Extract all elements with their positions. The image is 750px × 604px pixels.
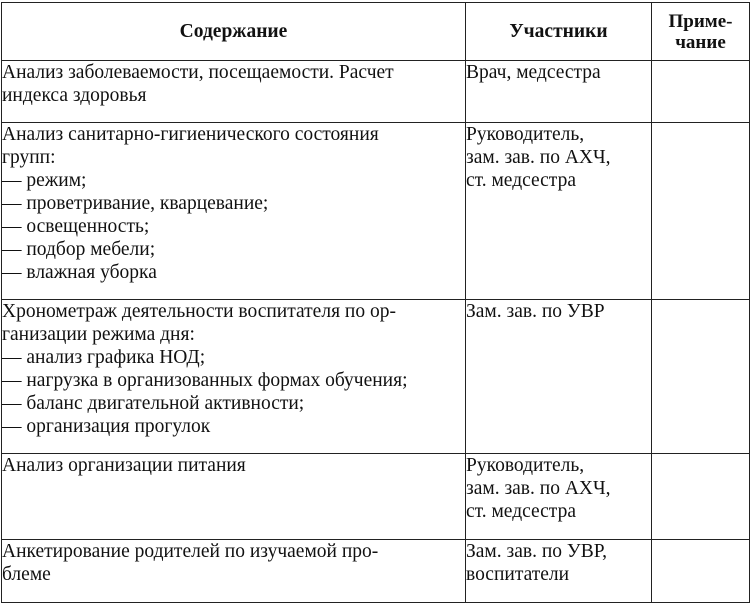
table-row bbox=[2, 540, 750, 603]
header-note-line1: Приме- bbox=[668, 10, 733, 32]
content-cell: Анализ организации питания bbox=[2, 454, 466, 540]
table-row bbox=[2, 454, 750, 540]
table-row bbox=[2, 61, 750, 123]
header-note-line2: чание bbox=[675, 31, 726, 53]
content-cell: Хронометраж деятельности воспитателя по ор- ганизации режима дня: — анализ графика НОД; — нагрузка в организованных формах обучения; — баланс двигательной активности; — организация прогулок bbox=[2, 300, 466, 454]
note-cell bbox=[652, 123, 750, 300]
note-cell bbox=[652, 454, 750, 540]
header-content: Содержание bbox=[2, 3, 466, 61]
participants-cell: Врач, медсестра bbox=[466, 61, 652, 123]
participants-cell: Руководитель, зам. зав. по АХЧ, ст. медсестра bbox=[466, 454, 652, 540]
content-cell: Анализ санитарно-гигиенического состояния групп: — режим; — проветривание, кварцевание; — освещенность; — подбор мебели; — влажная уборка bbox=[2, 123, 466, 300]
header-participants: Участники bbox=[466, 3, 652, 61]
header-note bbox=[652, 3, 750, 61]
header-row bbox=[2, 3, 750, 61]
note-cell bbox=[652, 61, 750, 123]
participants-cell: Зам. зав. по УВР, воспитатели bbox=[466, 540, 652, 603]
content-cell: Анкетирование родителей по изучаемой про- блеме bbox=[2, 540, 466, 603]
table-row bbox=[2, 123, 750, 300]
table-row bbox=[2, 300, 750, 454]
participants-cell: Руководитель, зам. зав. по АХЧ, ст. медсестра bbox=[466, 123, 652, 300]
plan-table bbox=[1, 2, 750, 603]
participants-cell: Зам. зав. по УВР bbox=[466, 300, 652, 454]
note-cell bbox=[652, 540, 750, 603]
note-cell bbox=[652, 300, 750, 454]
content-cell: Анализ заболеваемости, посещаемости. Расчет индекса здоровья bbox=[2, 61, 466, 123]
